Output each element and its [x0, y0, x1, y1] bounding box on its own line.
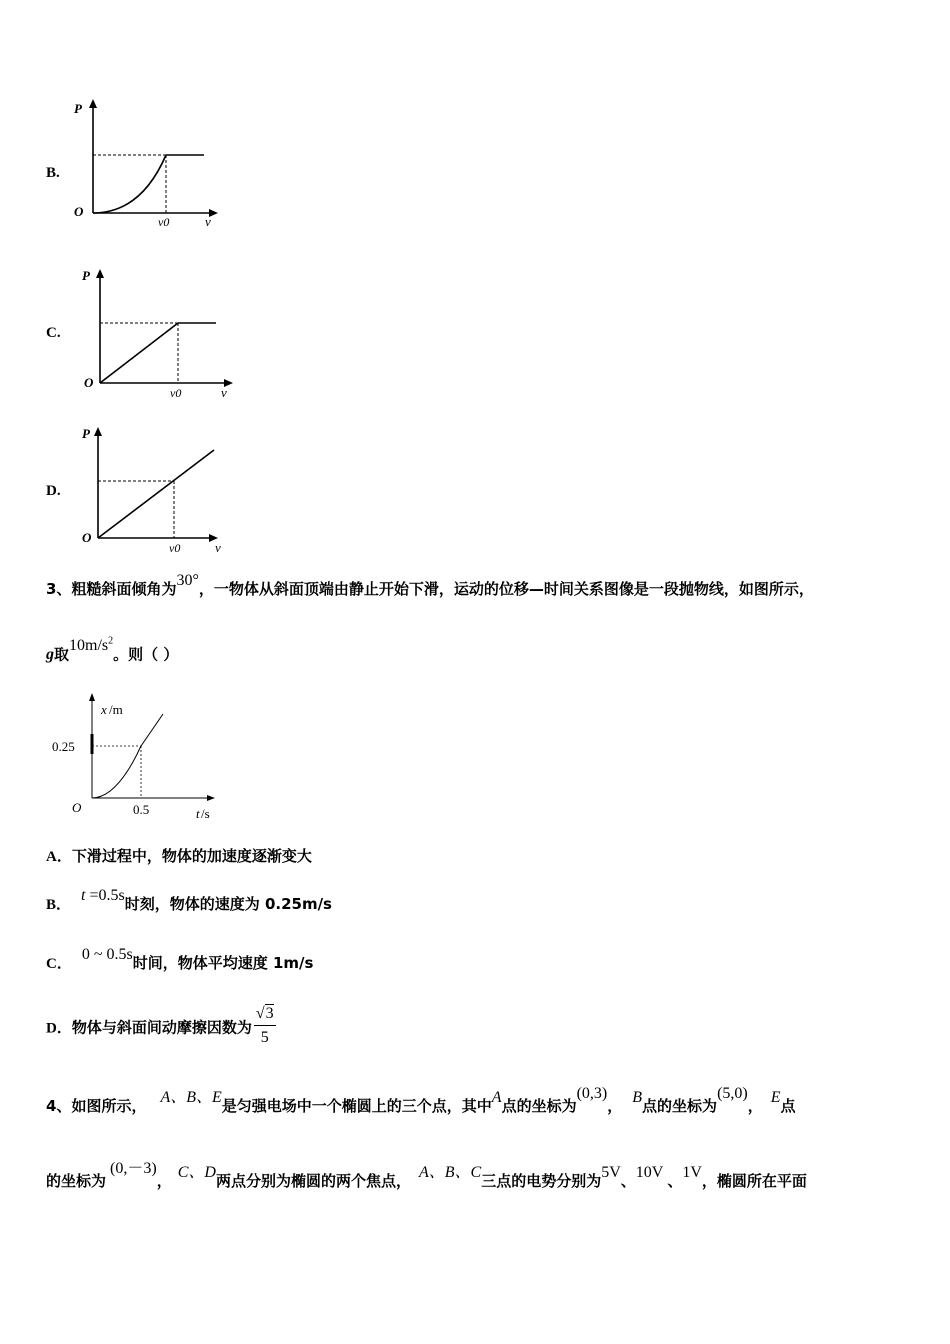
x-label-var: t: [196, 806, 200, 821]
q4-coord-b: (5,0): [717, 1085, 748, 1102]
tick-label: v0: [158, 215, 170, 229]
q4-coord-e: (0,－3): [110, 1160, 157, 1177]
x-label-unit: /s: [201, 806, 210, 821]
q3-xt-graph: [50, 690, 230, 830]
option-b-graph: [66, 98, 236, 233]
option-d-graph: [78, 424, 248, 559]
q3-option-d-fraction: $\frac{√3}{5}$: [255, 1005, 274, 1046]
y-axis-label: P: [82, 268, 90, 283]
y-tick: 0.25: [52, 739, 75, 754]
q3-text1: 粗糙斜面倾角为: [71, 580, 177, 598]
q3-angle: 30°: [176, 572, 199, 589]
y-axis-label: P: [82, 426, 90, 441]
origin-label: O: [74, 204, 84, 219]
q3-text2: ，一物体从斜面顶端由静止开始下滑，运动的位移—时间关系图像是一段抛物线，如图所示，: [198, 580, 814, 598]
q3-option-b-math: t =0.5s: [81, 887, 125, 904]
q3-option-a[interactable]: A．下滑过程中，物体的加速度逐渐变大: [46, 847, 312, 865]
q3-option-b[interactable]: B．t =0.5s时刻，物体的速度为 0.25m/s: [46, 887, 332, 913]
tick-label: v0: [170, 386, 182, 400]
q3-number: 3、: [46, 580, 72, 598]
q3-option-d[interactable]: D．物体与斜面间动摩擦因数为 $\frac{√3}{5}$: [46, 1005, 276, 1051]
q4-potential-c: 1V: [682, 1164, 702, 1181]
q4-stem-line2: 的坐标为(0,－3)， C、D两点分别为椭圆的两个焦点， A、B、C三点的电势分别为5V、10V 、1V，椭圆所在平面: [46, 1160, 807, 1190]
q3-text4: 。则（ ）: [113, 645, 179, 664]
q3-text3: 取: [54, 645, 70, 664]
q3-g-symbol: g: [46, 646, 54, 664]
y-axis-label: P: [74, 101, 82, 116]
q3-g-value: $10m/s^2$: [69, 636, 114, 655]
q4-coord-a: (0,3): [576, 1085, 608, 1102]
option-c-graph: [78, 266, 248, 401]
q4-points-cd: C、D: [177, 1164, 216, 1181]
x-axis-label: v: [205, 214, 211, 229]
option-d-label: D.: [46, 483, 61, 499]
option-c-label: C.: [46, 325, 61, 341]
origin-label: O: [82, 530, 92, 545]
y-label-var: x: [101, 702, 107, 717]
tick-label: v0: [169, 541, 181, 555]
q4-points-abe: A、B、E: [160, 1089, 222, 1106]
origin-label: O: [84, 375, 94, 390]
x-axis-label: v: [221, 385, 227, 400]
q4-stem-line1: 4、如图所示， A、B、E是匀强电场中一个椭圆上的三个点，其中A点的坐标为(0,3)， B点的坐标为(5,0)， E点: [46, 1085, 796, 1115]
q3-option-c-math: 0 ~ 0.5s: [81, 946, 133, 963]
q3-option-c[interactable]: C．0 ~ 0.5s时间，物体平均速度 1m/s: [46, 946, 314, 972]
q3-stem-line1: [46, 572, 814, 601]
q3-stem-line2: [46, 636, 179, 666]
option-b-label: B.: [46, 165, 60, 181]
q4-potential-b: 10V: [635, 1164, 664, 1181]
x-axis-label: v: [215, 540, 221, 555]
q4-potential-a: 5V: [601, 1164, 621, 1181]
q4-points-abc: A、B、C: [418, 1164, 482, 1181]
y-label-unit: /m: [109, 702, 123, 717]
origin-label: O: [72, 800, 82, 815]
x-tick: 0.5: [133, 802, 150, 817]
